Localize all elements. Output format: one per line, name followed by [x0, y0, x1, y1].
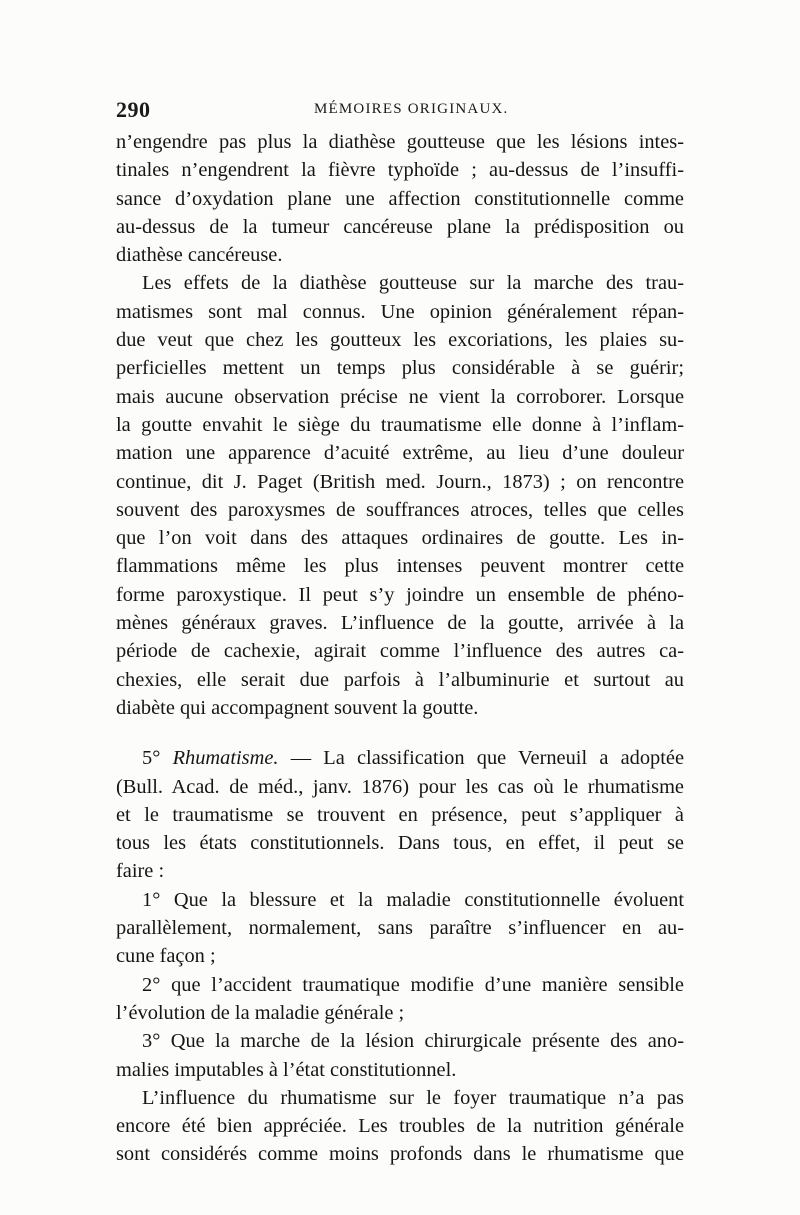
- text-line: mais aucune observation précise ne vient la corroborer. Lorsque: [116, 385, 684, 408]
- text-line: L’influence du rhumatisme sur le foyer traumatique n’a pas: [142, 1086, 684, 1109]
- text-line: tinales n’engendrent la fièvre typhoïde ; au-dessus de l’insuffi-: [116, 159, 684, 182]
- text-line: 3° Que la marche de la lésion chirurgicale présente des ano-: [142, 1030, 684, 1053]
- section-spacer: [116, 722, 684, 744]
- paragraph: [116, 886, 684, 971]
- text-line: que l’on voit dans des attaques ordinaires de goutte. Les in-: [116, 527, 684, 550]
- text-line: cune façon ;: [116, 945, 216, 968]
- paragraph: [116, 1084, 684, 1169]
- text-line: matismes sont mal connus. Une opinion généralement répan-: [116, 300, 684, 323]
- text-line: 2° que l’accident traumatique modifie d’une manière sensible: [142, 973, 684, 996]
- text-line: diabète qui accompagnent souvent la goutte.: [116, 696, 479, 719]
- text-line: parallèlement, normalement, sans paraître s’influencer en au-: [116, 917, 684, 940]
- paragraph: [116, 744, 684, 885]
- text-line: diathèse cancéreuse.: [116, 244, 283, 267]
- text-line: (Bull. Acad. de méd., janv. 1876) pour les cas où le rhumatisme: [116, 775, 684, 798]
- running-head: MÉMOIRES ORIGINAUX.: [314, 101, 509, 117]
- text-line: perficielles mettent un temps plus considérable à se guérir;: [116, 357, 684, 380]
- text-line: souvent des paroxysmes de souffrances atroces, telles que celles: [116, 498, 684, 521]
- text-line: Les effets de la diathèse goutteuse sur la marche des trau-: [142, 272, 684, 295]
- text-line: mènes généraux graves. L’influence de la goutte, arrivée à la: [116, 612, 684, 635]
- section-title: Rhumatisme.: [172, 747, 279, 770]
- text-line: sont considérés comme moins profonds dans le rhumatisme que: [116, 1143, 684, 1166]
- text-line: flammations même les plus intenses peuvent montrer cette: [116, 555, 684, 578]
- text-line: chexies, elle serait due parfois à l’albuminurie et surtout au: [116, 668, 684, 691]
- text-line: n’engendre pas plus la diathèse goutteuse que les lésions intes-: [116, 131, 684, 153]
- text-line: au-dessus de la tumeur cancéreuse plane la prédisposition ou: [116, 215, 684, 238]
- page-number: 290: [116, 97, 151, 122]
- text-line: mation une apparence d’acuité extrême, au lieu d’une douleur: [116, 442, 684, 465]
- text-fragment: — La classification que Verneuil a adoptée: [278, 747, 684, 770]
- text-line: sance d’oxydation plane une affection constitutionnelle comme: [116, 187, 684, 210]
- text-line: et le traumatisme se trouvent en présence, peut s’appliquer à: [116, 803, 684, 826]
- text-line: malies imputables à l’état constitutionnel.: [116, 1058, 457, 1081]
- text-line: due veut que chez les goutteux les excoriations, les plaies su-: [116, 329, 684, 352]
- text-line: encore été bien appréciée. Les troubles de la nutrition générale: [116, 1115, 684, 1138]
- text-line: forme paroxystique. Il peut s’y joindre un ensemble de phéno-: [116, 583, 684, 606]
- paragraph: [116, 269, 684, 722]
- text-line: tous les états constitutionnels. Dans tous, en effet, il peut se: [116, 832, 684, 855]
- text-line: l’évolution de la maladie générale ;: [116, 1001, 405, 1024]
- page-header: [116, 97, 688, 127]
- text-line: faire :: [116, 860, 165, 883]
- text-line: période de cachexie, agirait comme l’influence des autres ca-: [116, 640, 684, 663]
- paragraph: [116, 971, 684, 1028]
- text-line: 1° Que la blessure et la maladie constitutionnelle évoluent: [142, 888, 684, 911]
- section-heading-line: [116, 744, 684, 772]
- body-text: [116, 128, 684, 1169]
- text-line: la goutte envahit le siège du traumatisme elle donne à l’inflam-: [116, 413, 684, 436]
- section-number: 5°: [142, 747, 161, 770]
- paragraph: [116, 1027, 684, 1084]
- text-line: continue, dit J. Paget (British med. Journ., 1873) ; on rencontre: [116, 470, 684, 493]
- paragraph: [116, 128, 684, 269]
